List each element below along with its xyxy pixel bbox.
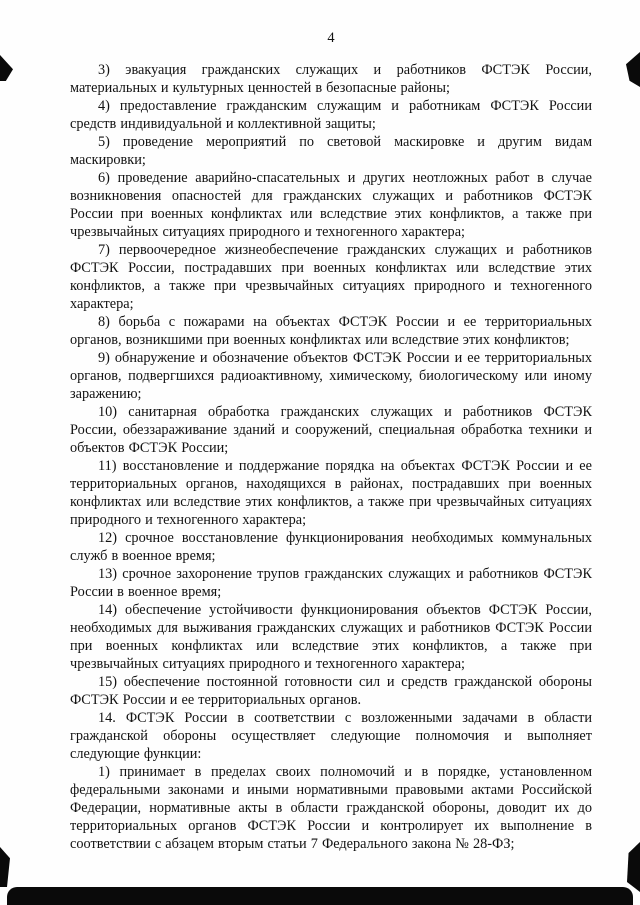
paragraph-item-10: 10) санитарная обработка гражданских служащих и работников ФСТЭК России, обеззараживание зданий и сооружений, специальная обработка техники и объектов ФСТЭК России;	[70, 404, 592, 456]
paragraph-item-11: 11) восстановление и поддержание порядка на объектах ФСТЭК России и ее территориальных органов, находящихся в районах, пострадавших при военных конфликтах или вследствие этих конфликтов, а также при чрезвычайных ситуациях природного и техногенного характера;	[70, 458, 592, 528]
scan-artifact-top-left	[0, 55, 13, 81]
paragraph-item-8: 8) борьба с пожарами на объектах ФСТЭК России и ее территориальных органов, возникшими при военных конфликтах или вследствие этих конфликтов;	[70, 314, 592, 348]
scan-artifact-bottom-left	[0, 847, 10, 887]
scan-artifact-top-right	[626, 52, 640, 87]
paragraph-item-4: 4) предоставление гражданским служащим и работникам ФСТЭК России средств индивидуальной и коллективной защиты;	[70, 98, 592, 132]
paragraph-item-14: 14) обеспечение устойчивости функционирования объектов ФСТЭК России, необходимых для выживания гражданских служащих и работников ФСТЭК России при военных конфликтах или вследствие этих конфликтов, а также при чрезвычайных ситуациях природного и техногенного характера;	[70, 602, 592, 672]
paragraph-item-15: 15) обеспечение постоянной готовности сил и средств гражданской обороны ФСТЭК России и ее территориальных органов.	[70, 674, 592, 708]
paragraph-item-13: 13) срочное захоронение трупов гражданских служащих и работников ФСТЭК России в военное время;	[70, 566, 592, 600]
document-body	[70, 61, 592, 853]
paragraph-item-9: 9) обнаружение и обозначение объектов ФСТЭК России и ее территориальных органов, подвергшихся радиоактивному, химическому, биологическому или иному заражению;	[70, 350, 592, 402]
page-number: 4	[327, 30, 335, 46]
paragraph-item-6: 6) проведение аварийно-спасательных и других неотложных работ в случае возникновения опасностей для гражданских служащих и работников ФСТЭК России при военных конфликтах или вследствие этих конфликтов, а также при чрезвычайных ситуациях природного и техногенного характера;	[70, 170, 592, 240]
paragraph-item-12: 12) срочное восстановление функционирования необходимых коммунальных служб в военное время;	[70, 530, 592, 564]
paragraph-item-5: 5) проведение мероприятий по световой маскировке и другим видам маскировки;	[70, 134, 592, 168]
paragraph-item-3: 3) эвакуация гражданских служащих и работников ФСТЭК России, материальных и культурных ценностей в безопасные районы;	[70, 62, 592, 96]
paragraph-item-7: 7) первоочередное жизнеобеспечение гражданских служащих и работников ФСТЭК России, пострадавших при военных конфликтах или вследствие этих конфликтов, а также при чрезвычайных ситуациях природного и техногенного характера;	[70, 242, 592, 312]
scan-artifact-bottom-bar	[7, 887, 633, 905]
scan-artifact-bottom-right	[627, 842, 640, 892]
subitem-1: 1) принимает в пределах своих полномочий и в порядке, установленном федеральными законами и иными нормативными правовыми актами Российской Федерации, нормативные акты в области гражданской обороны, доводит их до территориальных органов ФСТЭК России и контролирует их выполнение в соответствии с абзацем вторым статьи 7 Федерального закона № 28-ФЗ;	[70, 764, 592, 852]
clause-14: 14. ФСТЭК России в соответствии с возложенными задачами в области гражданской обороны осуществляет следующие полномочия и выполняет следующие функции:	[70, 710, 592, 762]
